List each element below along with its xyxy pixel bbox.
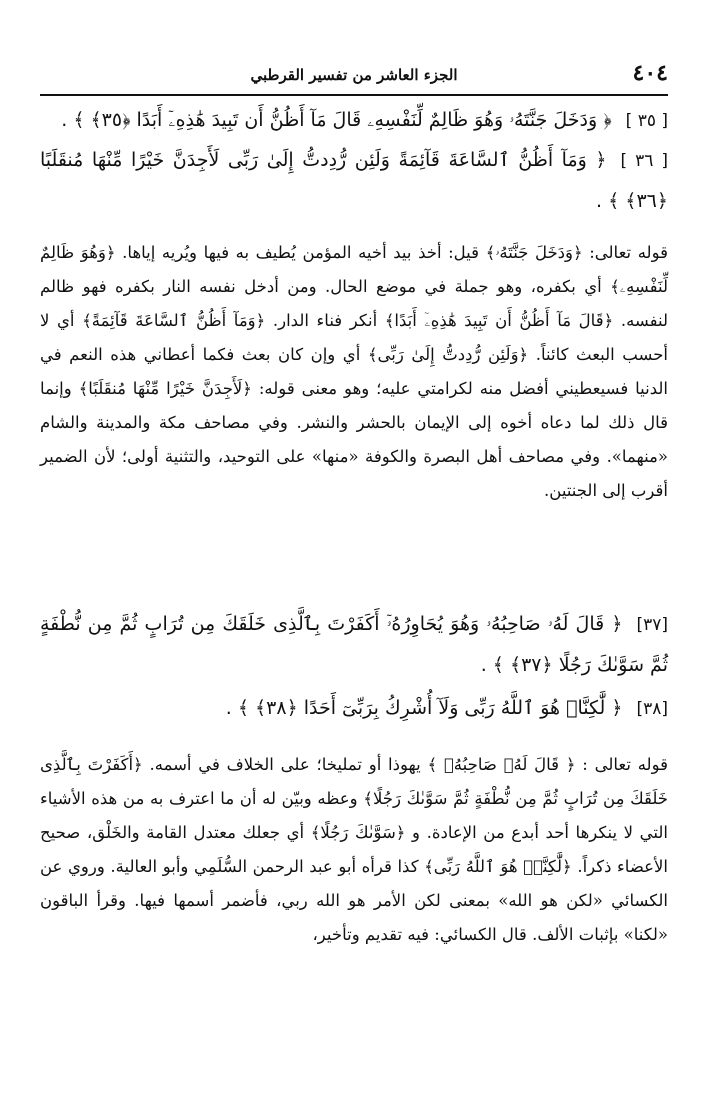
running-title: الجزء العاشر من تفسير القرطبي [250,66,458,84]
page-number: ٤٠٤ [632,60,668,86]
page-header [40,58,668,92]
verse-text: ﴿ قَالَ لَهُۥ صَاحِبُهُۥ وَهُوَ يُحَاوِرُهُۥٓ أَكَفَرْتَ بِٱلَّذِى خَلَقَكَ مِن تُرَابٍ ثُمَّ مِن نُّطْفَةٍ ثُمَّ سَوَّىٰكَ رَجُلًا ﴿٣٧﴾ ﴾ . [40,613,668,676]
verse-35 [40,100,668,141]
commentary-paragraph: قوله تعالى: ﴿وَدَخَلَ جَنَّتَهُۥ﴾ قيل: أخذ بيد أخيه المؤمن يُطيف به فيها ويُريه إياها. ﴿وَهُوَ ظَالِمٌ لِّنَفْسِهِۦ﴾ أي بكفره، وهو جملة في موضع الحال. ومن أدخل نفسه النار بكفره فهو ظالم لنفسه. ﴿قَالَ مَآ أَظُنُّ أَن تَبِيدَ هَٰذِهِۦٓ أَبَدًا﴾ أنكر فناء الدار. ﴿وَمَآ أَظُنُّ ٱلسَّاعَةَ قَآئِمَةً﴾ أي لا أحسب البعث كائناً. ﴿وَلَئِن رُّدِدتُّ إِلَىٰ رَبِّى﴾ أي وإن كان بعث فكما أعطاني هذه النعم في الدنيا فسيعطيني أفضل منه لكرامتي عليه؛ وهو معنى قوله: ﴿لَأَجِدَنَّ خَيْرًا مِّنْهَا مُنقَلَبًا﴾ وإنما قال ذلك لما دعاه أخوه إلى الإيمان بالحشر والنشر. وفي مصاحف مكة والمدينة والشام «منهما». وفي مصاحف أهل البصرة والكوفة «منها» على التوحيد، والتثنية أولى؛ لأن الضمير أقرب إلى الجنتين. [40,243,668,500]
commentary-paragraph: قوله تعالى : ﴿ قَالَ لَهُۥ صَاحِبُهُۥ ﴾ يهوذا أو تمليخا؛ على الخلاف في أسمه. ﴿أَكَفَرْتَ بِٱلَّذِى خَلَقَكَ مِن تُرَابٍ ثُمَّ مِن نُّطْفَةٍ ثُمَّ سَوَّىٰكَ رَجُلًا﴾ وعظه وبيّن له أن ما اعترف به من هذه الأشياء التي لا ينكرها أحد أبدع من الإعادة. و ﴿سَوَّىٰكَ رَجُلًا﴾ أي جعلك معتدل القامة والخَلْق، صحيح الأعضاء ذكراً. ﴿لَّٰكِنَّا۠ هُوَ ٱللَّهُ رَبِّى﴾ كذا قرأه أبو عبد الرحمن السُّلَمِي وأبو العالية. وروي عن الكسائي «لكن هو الله» بمعنى لكن الأمر هو الله ربي، فأضمر أسمها فيها. وقرأ الباقون «لكنا» بإثبات الألف. قال الكسائي: فيه تقديم وتأخير، [40,755,668,944]
verse-number: [ ٣٦ ] [620,151,668,171]
verse-number: [٣٨] [636,699,668,719]
verse-38 [40,688,668,729]
verse-text: ﴿ وَدَخَلَ جَنَّتَهُۥ وَهُوَ ظَالِمٌ لِّنَفْسِهِۦ قَالَ مَآ أَظُنُّ أَن تَبِيدَ هَٰذِهِۦٓ أَبَدًا ﴿٣٥﴾ ﴾ . [61,109,612,131]
verse-text: ﴿ وَمَآ أَظُنُّ ٱلسَّاعَةَ قَآئِمَةً وَلَئِن رُّدِدتُّ إِلَىٰ رَبِّى لَأَجِدَنَّ خَيْرًا مِّنْهَا مُنقَلَبًا ﴿٣٦﴾ ﴾ . [40,149,668,212]
verse-36 [40,140,668,221]
header-rule [40,94,668,96]
verse-number: [٣٧] [636,615,668,635]
verse-number: [ ٣٥ ] [625,111,668,131]
verse-text: ﴿ لَّٰكِنَّا۠ هُوَ ٱللَّهُ رَبِّى وَلَآ أُشْرِكُ بِرَبِّىٓ أَحَدًا ﴿٣٨﴾ ﴾ . [225,697,623,719]
verse-37 [40,604,668,685]
